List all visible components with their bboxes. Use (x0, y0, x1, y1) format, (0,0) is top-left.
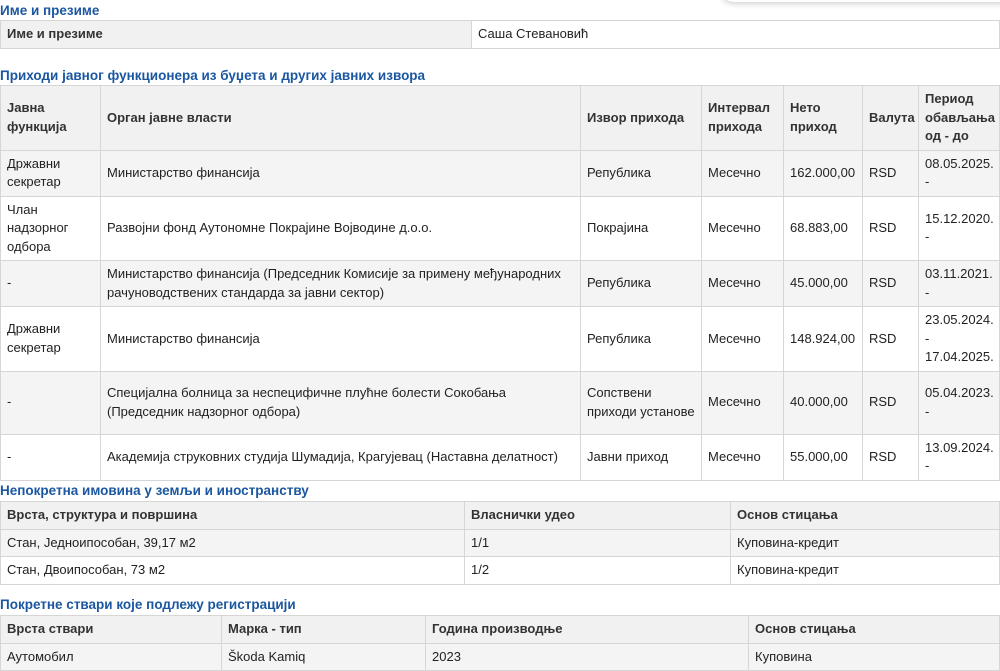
income-authority: Академија струковних студија Шумадија, Крагујевац (Наставна делатност) (101, 434, 581, 480)
income-authority: Министарство финансија (101, 150, 581, 196)
income-interval: Месечно (702, 434, 784, 480)
vehicle-header-year: Година производње (426, 616, 749, 644)
property-type: Стан, Једноипособан, 39,17 м2 (1, 529, 465, 557)
income-interval: Месечно (702, 371, 784, 434)
property-table (0, 501, 1000, 585)
table-row (1, 307, 1000, 372)
income-function: - (1, 371, 101, 434)
income-interval: Месечно (702, 196, 784, 261)
vehicle-year: 2023 (426, 643, 749, 671)
property-share: 1/2 (465, 557, 731, 585)
property-section-title: Непокретна имовина у земљи и иностранству (0, 483, 309, 498)
income-amount: 162.000,00 (784, 150, 863, 196)
table-row (1, 557, 1000, 585)
vehicle-header-basis: Основ стицања (749, 616, 1000, 644)
income-header-interval: Интервал прихода (702, 86, 784, 151)
income-function: Државни секретар (1, 307, 101, 372)
table-row (1, 371, 1000, 434)
income-function: - (1, 261, 101, 307)
income-currency: RSD (863, 371, 919, 434)
income-authority: Специјална болница за неспецифичне плућне болести Сокобања (Председник надзорног одбора) (101, 371, 581, 434)
income-interval: Месечно (702, 261, 784, 307)
table-row (1, 434, 1000, 480)
income-period: 03.11.2021. - (919, 261, 1000, 307)
property-header-share: Власнички удео (465, 502, 731, 530)
income-authority: Министарство финансија (Председник Комисије за примену међународних рачуноводствених стандарда за јавни сектор) (101, 261, 581, 307)
property-type: Стан, Двоипособан, 73 м2 (1, 557, 465, 585)
income-header-function: Јавна функција (1, 86, 101, 151)
income-amount: 68.883,00 (784, 196, 863, 261)
name-label: Име и презиме (1, 21, 472, 49)
income-interval: Месечно (702, 307, 784, 372)
income-currency: RSD (863, 434, 919, 480)
table-row (1, 643, 1000, 671)
vehicle-section-title: Покретне ствари које подлежу регистрацији (0, 597, 296, 612)
income-period: 08.05.2025. - (919, 150, 1000, 196)
property-share: 1/1 (465, 529, 731, 557)
income-currency: RSD (863, 261, 919, 307)
vehicle-header-type: Врста ствари (1, 616, 222, 644)
income-header-source: Извор прихода (581, 86, 702, 151)
income-section-title: Приходи јавног функционера из буџета и других јавних извора (0, 68, 426, 83)
income-amount: 148.924,00 (784, 307, 863, 372)
income-amount: 45.000,00 (784, 261, 863, 307)
income-authority: Министарство финансија (101, 307, 581, 372)
table-row (1, 196, 1000, 261)
overlay-card-edge (720, 0, 1000, 2)
income-source: Сопствени приходи установе (581, 371, 702, 434)
income-source: Република (581, 261, 702, 307)
name-value: Саша Стевановић (472, 21, 1000, 49)
income-source: Република (581, 307, 702, 372)
income-source: Република (581, 150, 702, 196)
income-function: Државни секретар (1, 150, 101, 196)
property-basis: Куповина-кредит (731, 529, 1000, 557)
income-currency: RSD (863, 307, 919, 372)
income-currency: RSD (863, 150, 919, 196)
income-currency: RSD (863, 196, 919, 261)
income-function: - (1, 434, 101, 480)
table-row (1, 529, 1000, 557)
vehicle-type: Аутомобил (1, 643, 222, 671)
name-section-title: Име и презиме (0, 3, 100, 18)
income-period: 13.09.2024. - (919, 434, 1000, 480)
income-header-currency: Валута (863, 86, 919, 151)
property-header-basis: Основ стицања (731, 502, 1000, 530)
income-amount: 40.000,00 (784, 371, 863, 434)
income-interval: Месечно (702, 150, 784, 196)
income-source: Јавни приход (581, 434, 702, 480)
name-table (0, 20, 1000, 49)
income-header-authority: Орган јавне власти (101, 86, 581, 151)
table-row (1, 261, 1000, 307)
income-amount: 55.000,00 (784, 434, 863, 480)
income-function: Члан надзорног одбора (1, 196, 101, 261)
property-header-type: Врста, структура и површина (1, 502, 465, 530)
vehicle-header-brand: Марка - тип (222, 616, 426, 644)
income-period: 05.04.2023. - (919, 371, 1000, 434)
income-source: Покрајина (581, 196, 702, 261)
income-period: 15.12.2020. - (919, 196, 1000, 261)
vehicle-basis: Куповина (749, 643, 1000, 671)
income-header-amount: Нето приход (784, 86, 863, 151)
income-authority: Развојни фонд Аутономне Покрајине Војводине д.о.о. (101, 196, 581, 261)
property-basis: Куповина-кредит (731, 557, 1000, 585)
income-header-period: Период обављања од - до (919, 86, 1000, 151)
vehicle-brand: Škoda Kamiq (222, 643, 426, 671)
income-table (0, 85, 1000, 481)
income-period: 23.05.2024. - 17.04.2025. (919, 307, 1000, 372)
table-row (1, 150, 1000, 196)
